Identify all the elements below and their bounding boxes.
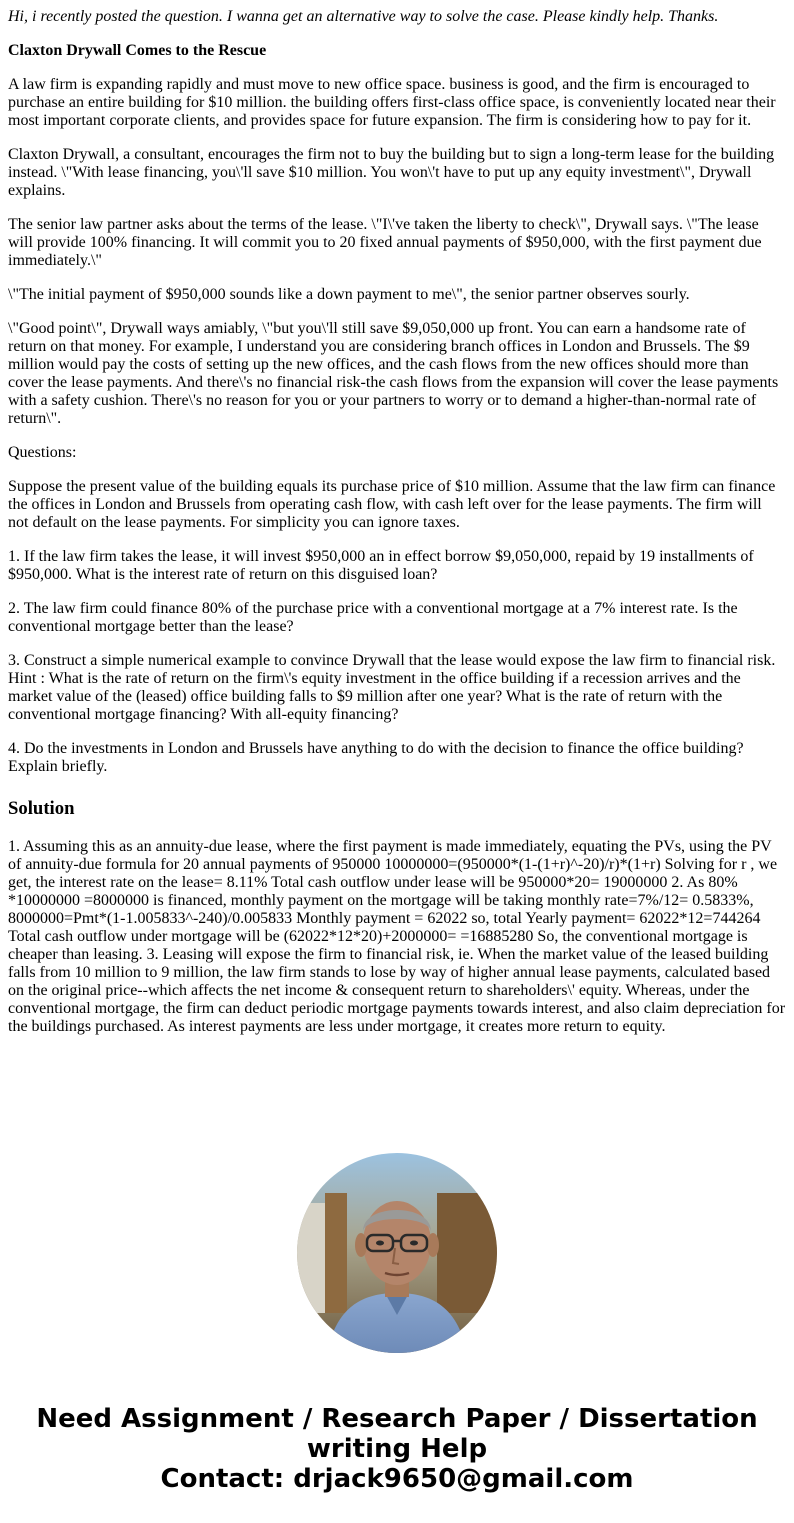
case-title: Claxton Drywall Comes to the Rescue bbox=[8, 42, 267, 59]
questions-label: Questions: bbox=[8, 444, 77, 461]
solution-text: 1. Assuming this as an annuity-due lease, where the first payment is made immediately, equating the PVs, using the PV of annuity-due formula for 20 annual payments of 950000 10000000=(950000*(1-(1+r)^-20)/r)*(1+r) Solving for r , we get, the interest rate on the lease= 8.11% Total cash outflow under lease will be 950000*20= 19000000 2. As 80% *10000000 =8000000 is financed, monthly payment on the mortgage will be taking monthly rate=7%/12= 0.5833%, 8000000=Pmt*(1-1.005833^-240)/0.005833 Monthly payment = 62022 so, total Yearly payment= 62022*12=744264 Total cash outflow under mortgage will be (62022*12*20)+2000000= =16885280 So, the conventional mortgage is cheaper than leasing. 3. Leasing will expose the firm to financial risk, ie. When the market value of the leased building falls from 10 million to 9 million, the law firm stands to lose by way of higher annual lease payments, calculated based on the original price--which affects the net income & consequent return to shareholders\' equity. Whereas, under the conventional mortgage, the firm can deduct periodic mortgage payments towards interest, and also claim depreciation for the buildings purchased. As interest payments are less under mortgage, it creates more return to equity. bbox=[8, 838, 786, 1035]
question-1: 1. If the law firm takes the lease, it will invest $950,000 an in effect borrow $9,050,000, repaid by 19 installments of $950,000. What is the interest rate of return on this disguised loan? bbox=[8, 548, 754, 583]
question-4: 4. Do the investments in London and Brussels have anything to do with the decision to finance the office building? Explain briefly. bbox=[8, 740, 744, 775]
case-paragraph: The senior law partner asks about the terms of the lease. \"I\'ve taken the liberty to check\", Drywall says. \"The lease will provide 100% financing. It will commit you to 20 fixed annual payments of $950,000, with the first payment due immediately.\" bbox=[8, 216, 762, 269]
intro-text: Hi, i recently posted the question. I wanna get an alternative way to solve the case. Please kindly help. Thanks. bbox=[8, 8, 719, 25]
footer-contact: Contact: drjack9650@gmail.com bbox=[160, 1464, 634, 1494]
question-3: 3. Construct a simple numerical example to convince Drywall that the lease would expose the law firm to financial risk. Hint : What is the rate of return on the firm\'s equity investment in the office building if a recession arrives and the market value of the (leased) office building falls to $9 million after one year? What is the rate of return with the conventional mortgage financing? With all-equity financing? bbox=[8, 652, 776, 723]
author-avatar bbox=[297, 1153, 497, 1353]
case-paragraph: Suppose the present value of the building equals its purchase price of $10 million. Assume that the law firm can finance the offices in London and Brussels from operating cash flow, with cash left over for the lease payments. The firm will not default on the lease payments. For simplicity you can ignore taxes. bbox=[8, 478, 776, 531]
solution-heading: Solution bbox=[8, 798, 75, 819]
case-paragraph: Claxton Drywall, a consultant, encourages the firm not to buy the building but to sign a long-term lease for the building instead. \"With lease financing, you\'ll save $10 million. You won\'t have to put up any equity investment\", Drywall explains. bbox=[8, 146, 775, 199]
question-2: 2. The law firm could finance 80% of the purchase price with a conventional mortgage at a 7% interest rate. Is the conventional mortgage better than the lease? bbox=[8, 600, 738, 635]
footer-line-1: Need Assignment / Research Paper / Dissertation bbox=[36, 1404, 758, 1434]
case-paragraph: \"Good point\", Drywall ways amiably, \"but you\'ll still save $9,050,000 up front. You can earn a handsome rate of return on that money. For example, I understand you are considering branch offices in London and Brussels. The $9 million would pay the costs of setting up the new offices, and the cash flows from the new offices should more than cover the lease payments. And there\'s no financial risk-the cash flows from the expansion will cover the lease payments with a safety cushion. There\'s no reason for you or your partners to worry or to demand a higher-than-normal rate of return\". bbox=[8, 320, 779, 427]
promo-footer bbox=[0, 1404, 794, 1494]
footer-line-2: writing Help bbox=[306, 1434, 488, 1464]
author-photo bbox=[297, 1153, 497, 1353]
case-paragraph: \"The initial payment of $950,000 sounds like a down payment to me\", the senior partner observes sourly. bbox=[8, 286, 690, 303]
case-paragraph: A law firm is expanding rapidly and must move to new office space. business is good, and the firm is encouraged to purchase an entire building for $10 million. the building offers first-class office space, is conveniently located near their most important corporate clients, and provides space for future expansion. The firm is considering how to pay for it. bbox=[8, 76, 776, 129]
